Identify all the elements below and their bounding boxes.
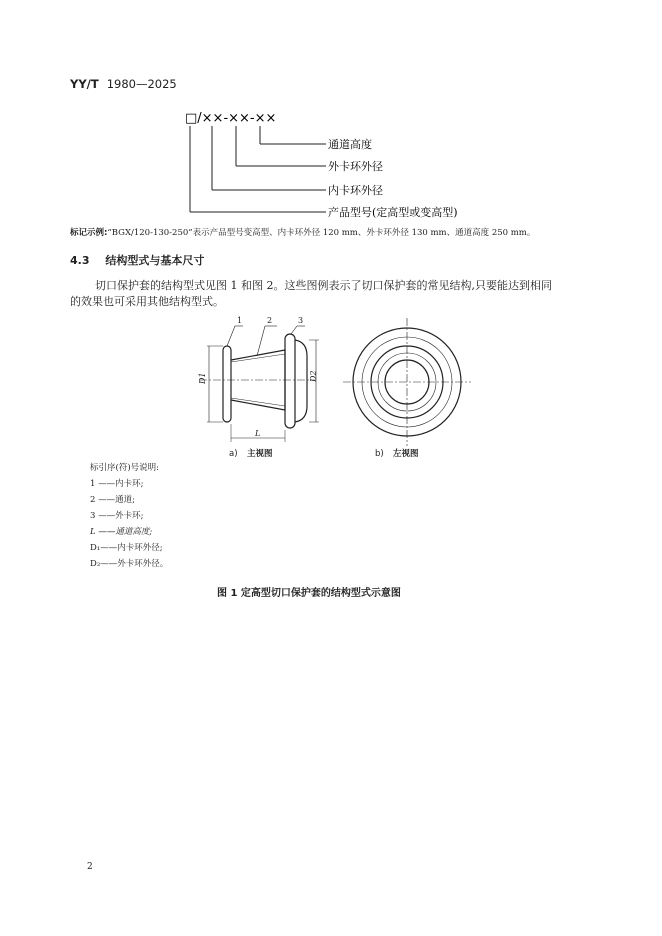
- label-outer-ring-diameter: 外卡环外径: [328, 160, 383, 173]
- section-number: 4.3: [70, 254, 90, 267]
- model-code-diagram: [180, 108, 600, 223]
- label-inner-ring-diameter: 内卡环外径: [328, 184, 383, 197]
- example-text: “BGX/120-130-250”表示产品型号变高型、内卡环外径 120 mm、外卡环外径 130 mm、通道高度 250 mm。: [107, 228, 536, 238]
- paragraph-line-2: 的效果也可采用其他结构型式。: [70, 295, 224, 308]
- legend-item: D₂——外卡环外径。: [90, 559, 169, 569]
- caption-a-letter: a): [229, 449, 238, 459]
- section-title: 结构型式与基本尺寸: [105, 254, 205, 267]
- paragraph-line-1: 切口保护套的结构型式见图 1 和图 2。这些图例表示了切口保护套的常见结构,只要能达到相同: [95, 279, 552, 292]
- dim-d2-label: D2: [309, 370, 318, 382]
- legend-item: L ——通道高度;: [90, 527, 153, 537]
- label-product-type: 产品型号(定高型或变高型): [328, 206, 458, 219]
- caption-b-letter: b): [375, 449, 384, 459]
- side-view: [343, 318, 471, 446]
- inner-ring: [223, 346, 231, 422]
- figure-1-drawing: [185, 312, 475, 460]
- caption-b-text: 左视图: [393, 449, 419, 459]
- page-number: 2: [87, 862, 93, 872]
- dim-d1-label: D1: [198, 372, 207, 384]
- label-channel-height: 通道高度: [328, 138, 372, 151]
- legend-item: D₁——内卡环外径;: [90, 543, 163, 553]
- legend-item: 2 ——通道;: [90, 495, 135, 505]
- dim-l-label: L: [255, 429, 261, 438]
- callout-3: 3: [298, 316, 304, 325]
- model-code: □/××-××-××: [185, 111, 277, 126]
- marking-example: [70, 226, 535, 238]
- document-header: [70, 77, 177, 91]
- standard-number: 1980—2025: [106, 77, 177, 91]
- callout-1: 1: [237, 316, 243, 325]
- legend-item: 1 ——内卡环;: [90, 479, 144, 489]
- front-view: [199, 326, 319, 442]
- section-heading: [70, 252, 204, 268]
- caption-a-text: 主视图: [247, 449, 273, 459]
- example-label: 标记示例:: [70, 228, 108, 238]
- callout-2: 2: [267, 316, 273, 325]
- figure-title: 图 1 定高型切口保护套的结构型式示意图: [217, 588, 401, 599]
- outer-ring: [285, 334, 295, 428]
- code-leader-lines: [190, 126, 326, 212]
- standard-prefix: YY/T: [70, 77, 99, 91]
- legend-title: 标引序(符)号说明:: [90, 463, 159, 473]
- legend-item: 3 ——外卡环;: [90, 511, 144, 521]
